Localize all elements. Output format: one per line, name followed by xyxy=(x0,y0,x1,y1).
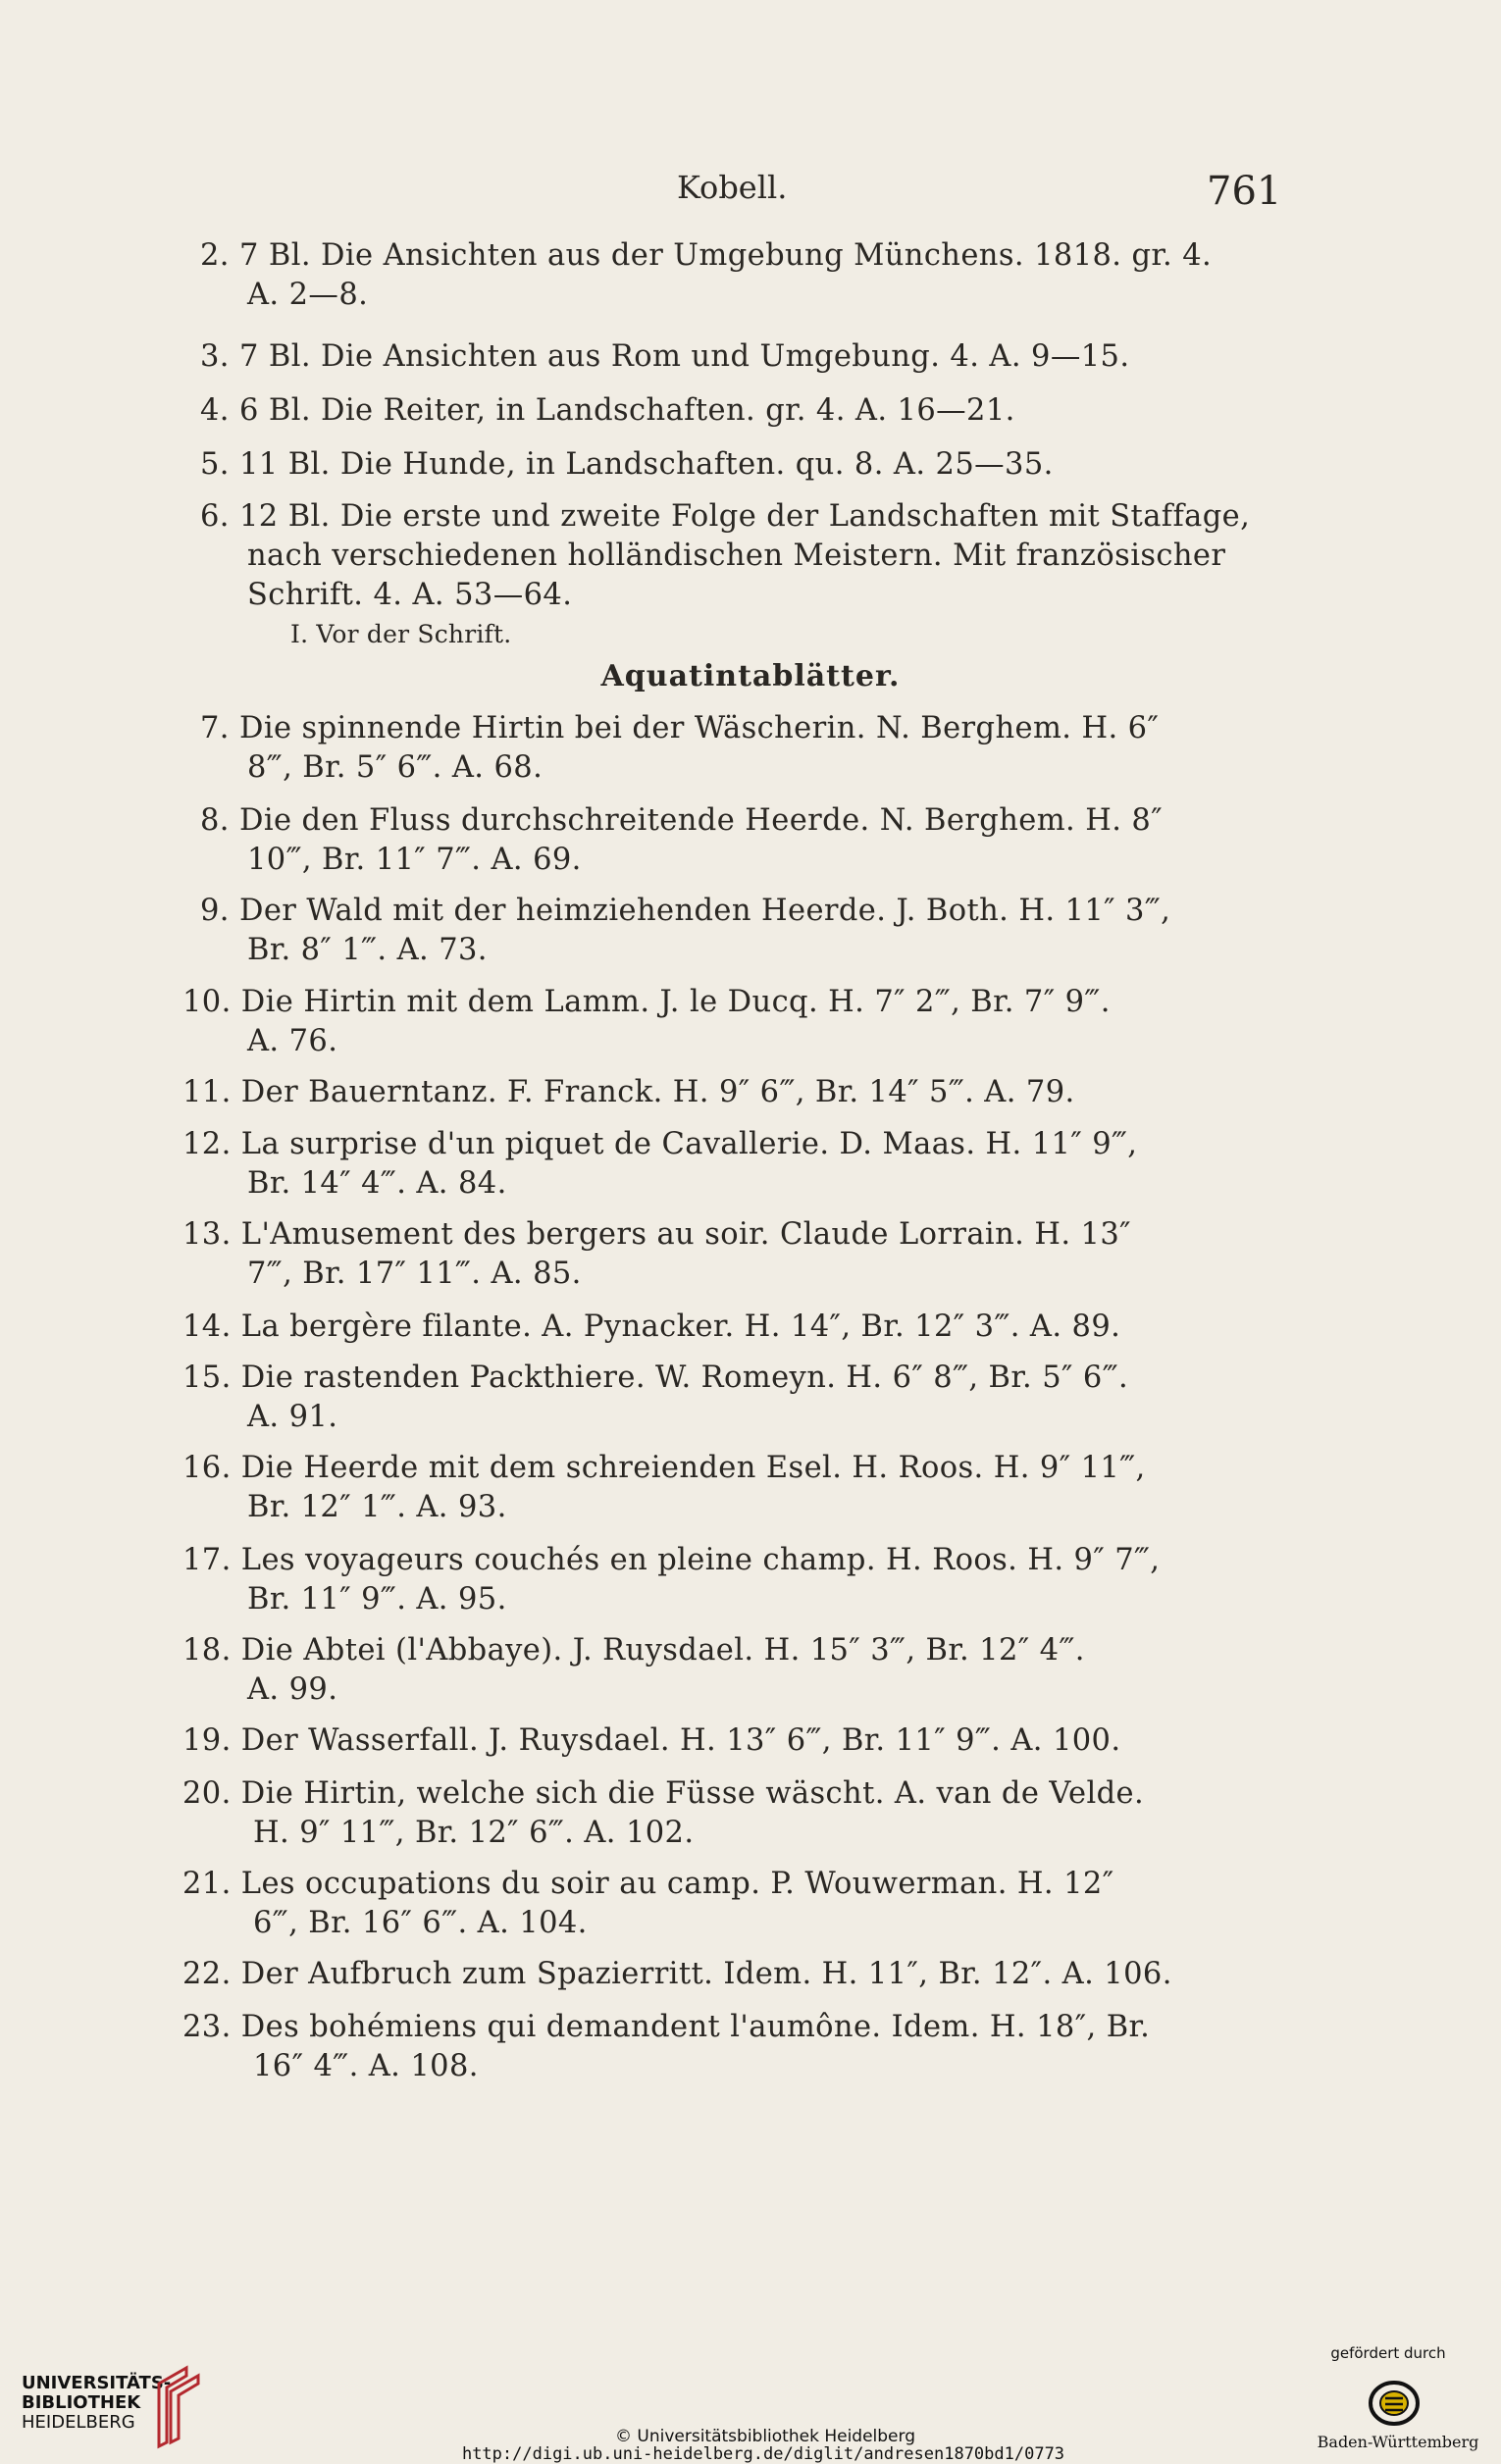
entry-6-line-2: nach verschiedenen holländischen Meistern. Mit französischer xyxy=(247,539,1226,573)
footer xyxy=(0,2344,1501,2464)
coat-of-arms-icon xyxy=(1367,2378,1422,2429)
entry-2-line-2: A. 2—8. xyxy=(247,278,369,312)
running-title: Kobell. xyxy=(677,169,788,206)
entry-9-line-1: 9. Der Wald mit der heimziehenden Heerde. J. Both. H. 11″ 3‴, xyxy=(200,894,1171,928)
entry-11-line-1: 11. Der Bauerntanz. F. Franck. H. 9″ 6‴, Br. 14″ 5‴. A. 79. xyxy=(182,1075,1075,1109)
entry-19-line-1: 19. Der Wasserfall. J. Ruysdael. H. 13″ 6‴, Br. 11″ 9‴. A. 100. xyxy=(182,1723,1121,1758)
entry-6-line-3: Schrift. 4. A. 53—64. xyxy=(247,578,573,612)
entry-12-line-1: 12. La surprise d'un piquet de Cavallerie. D. Maas. H. 11″ 9‴, xyxy=(182,1127,1138,1161)
source-url[interactable]: http://digi.ub.uni-heidelberg.de/diglit/andresen1870bd1/0773 xyxy=(461,2444,1065,2464)
entry-17-line-2: Br. 11″ 9‴. A. 95. xyxy=(247,1582,507,1617)
library-name-line-3: HEIDELBERG xyxy=(22,2412,135,2433)
entry-8-line-2: 10‴, Br. 11″ 7‴. A. 69. xyxy=(247,843,582,877)
page-number: 761 xyxy=(1207,169,1282,214)
library-logo-icon xyxy=(147,2364,206,2452)
entry-21-line-2: 6‴, Br. 16″ 6‴. A. 104. xyxy=(253,1906,588,1940)
entry-20-line-2: H. 9″ 11‴, Br. 12″ 6‴. A. 102. xyxy=(253,1816,695,1850)
entry-17-line-1: 17. Les voyageurs couchés en pleine champ. H. Roos. H. 9″ 7‴, xyxy=(182,1543,1161,1577)
entry-3-line-1: 3. 7 Bl. Die Ansichten aus Rom und Umgebung. 4. A. 9—15. xyxy=(200,339,1130,374)
entry-18-line-1: 18. Die Abtei (l'Abbaye). J. Ruysdael. H. 15″ 3‴, Br. 12″ 4‴. xyxy=(182,1633,1085,1668)
copyright-notice: © Universitätsbibliothek Heidelberg xyxy=(614,2427,915,2446)
entry-12-line-2: Br. 14″ 4‴. A. 84. xyxy=(247,1166,507,1201)
entry-4-line-1: 4. 6 Bl. Die Reiter, in Landschaften. gr. 4. A. 16—21. xyxy=(200,393,1015,428)
entry-7-line-2: 8‴, Br. 5″ 6‴. A. 68. xyxy=(247,750,543,785)
entry-10-line-1: 10. Die Hirtin mit dem Lamm. J. le Ducq. H. 7″ 2‴, Br. 7″ 9‴. xyxy=(182,985,1111,1019)
entry-15-line-2: A. 91. xyxy=(247,1400,338,1434)
sponsor-name: Baden-Württemberg xyxy=(1317,2433,1479,2451)
entry-21-line-1: 21. Les occupations du soir au camp. P. Wouwerman. H. 12″ xyxy=(182,1867,1114,1901)
section-heading: Aquatintablätter. xyxy=(600,659,901,693)
entry-2-line-1: 2. 7 Bl. Die Ansichten aus der Umgebung Münchens. 1818. gr. 4. xyxy=(200,238,1213,273)
entry-13-line-1: 13. L'Amusement des bergers au soir. Claude Lorrain. H. 13″ xyxy=(182,1217,1131,1252)
entry-5-line-1: 5. 11 Bl. Die Hunde, in Landschaften. qu. 8. A. 25—35. xyxy=(200,447,1054,482)
page-header xyxy=(0,169,1501,218)
library-name-line-1: UNIVERSITÄTS- xyxy=(22,2373,172,2393)
entry-9-line-2: Br. 8″ 1‴. A. 73. xyxy=(247,933,488,967)
entry-6-line-1: 6. 12 Bl. Die erste und zweite Folge der Landschaften mit Staffage, xyxy=(200,499,1251,534)
entry-15-line-1: 15. Die rastenden Packthiere. W. Romeyn. H. 6″ 8‴, Br. 5″ 6‴. xyxy=(182,1360,1129,1395)
entry-13-line-2: 7‴, Br. 17″ 11‴. A. 85. xyxy=(247,1257,582,1291)
entry-10-line-2: A. 76. xyxy=(247,1024,338,1058)
entry-6-state-note: I. Vor der Schrift. xyxy=(290,620,512,648)
entry-16-line-1: 16. Die Heerde mit dem schreienden Esel. H. Roos. H. 9″ 11‴, xyxy=(182,1451,1146,1485)
library-name-line-2: BIBLIOTHEK xyxy=(22,2392,141,2413)
entry-22-line-1: 22. Der Aufbruch zum Spazierritt. Idem. H. 11″, Br. 12″. A. 106. xyxy=(182,1957,1172,1991)
entry-20-line-1: 20. Die Hirtin, welche sich die Füsse wäscht. A. van de Velde. xyxy=(182,1776,1145,1811)
entry-23-line-1: 23. Des bohémiens qui demandent l'aumône. Idem. H. 18″, Br. xyxy=(182,2010,1151,2044)
entry-23-line-2: 16″ 4‴. A. 108. xyxy=(253,2049,479,2083)
entry-7-line-1: 7. Die spinnende Hirtin bei der Wäscherin. N. Berghem. H. 6″ xyxy=(200,711,1160,745)
sponsor-label: gefördert durch xyxy=(1330,2344,1446,2362)
entry-14-line-1: 14. La bergère filante. A. Pynacker. H. 14″, Br. 12″ 3‴. A. 89. xyxy=(182,1309,1121,1344)
entry-8-line-1: 8. Die den Fluss durchschreitende Heerde. N. Berghem. H. 8″ xyxy=(200,803,1163,838)
entry-18-line-2: A. 99. xyxy=(247,1672,338,1707)
entry-16-line-2: Br. 12″ 1‴. A. 93. xyxy=(247,1490,507,1524)
